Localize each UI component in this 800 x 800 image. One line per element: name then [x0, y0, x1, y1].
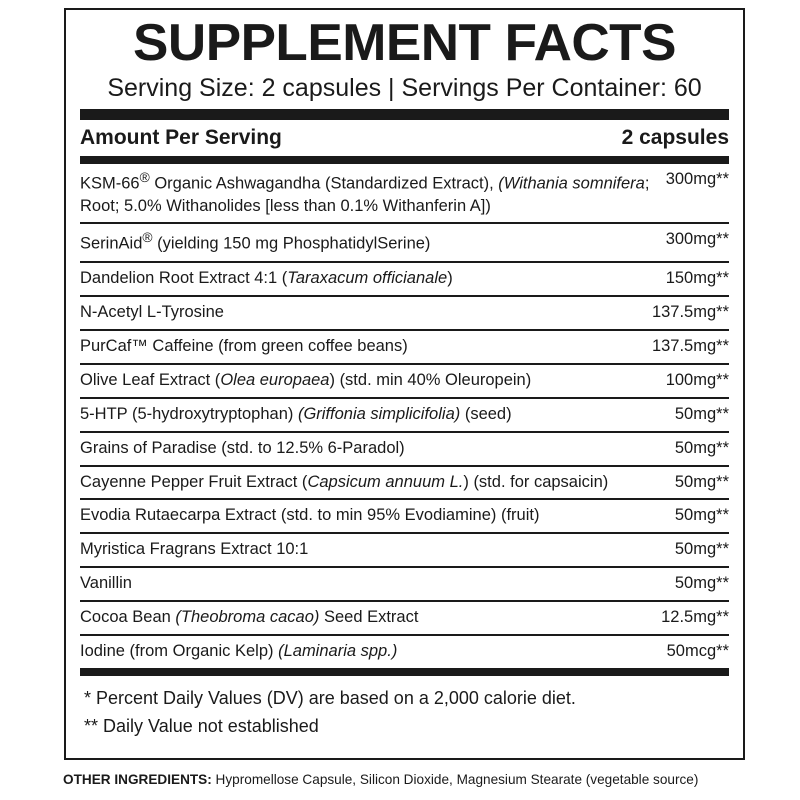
ingredient-name: Myristica Fragrans Extract 10:1 — [80, 540, 309, 559]
ingredient-name: 5-HTP (5-hydroxytryptophan) (Griffonia simplicifolia) (seed) — [80, 404, 512, 423]
amount-per-serving-header — [80, 120, 729, 156]
ingredient-row — [80, 263, 729, 297]
ingredient-amount: 50mg** — [674, 404, 729, 423]
ingredient-name: Evodia Rutaecarpa Extract (std. to min 95% Evodiamine) (fruit) — [80, 506, 540, 525]
ingredient-name: N-Acetyl L-Tyrosine — [80, 302, 224, 321]
ingredient-amount: 300mg** — [665, 170, 729, 189]
ingredient-name: Cayenne Pepper Fruit Extract (Capsicum annuum L.) (std. for capsaicin) — [80, 472, 609, 491]
ingredient-amount: 50mg** — [674, 438, 729, 457]
ingredient-amount: 50mg** — [674, 574, 729, 593]
footnote: * Percent Daily Values (DV) are based on a 2,000 calorie diet. — [84, 688, 576, 709]
ingredient-name: Iodine (from Organic Kelp) (Laminaria spp.) — [80, 642, 398, 661]
serving-size-line: Serving Size: 2 capsules | Servings Per Container: 60 — [107, 73, 702, 102]
ingredient-name: SerinAid® (yielding 150 mg PhosphatidylSerine) — [80, 230, 431, 253]
footnotes — [80, 676, 729, 741]
ingredient-name: KSM-66® Organic Ashwagandha (Standardized Extract), (Withania somnifera; Root; 5.0% Withanolides [less than 0.1% Withanferin A]) — [80, 170, 650, 215]
divider-thick-top — [80, 109, 729, 120]
ingredient-amount: 137.5mg** — [651, 336, 729, 355]
ingredient-amount: 137.5mg** — [651, 302, 729, 321]
ingredient-row — [80, 433, 729, 467]
ingredient-row — [80, 467, 729, 501]
divider-med-above-footnotes — [80, 668, 729, 676]
ingredient-amount: 100mg** — [665, 370, 729, 389]
ingredient-list — [80, 164, 729, 668]
ingredient-amount: 50mg** — [674, 506, 729, 525]
other-ingredients — [63, 772, 753, 788]
ingredient-row — [80, 602, 729, 636]
ingredient-amount: 50mg** — [674, 472, 729, 491]
ingredient-row — [80, 534, 729, 568]
amount-per-serving-label: Amount Per Serving — [80, 126, 282, 150]
ingredient-name: Cocoa Bean (Theobroma cacao) Seed Extract — [80, 608, 419, 627]
ingredient-row — [80, 297, 729, 331]
ingredient-row — [80, 399, 729, 433]
ingredient-name: Olive Leaf Extract (Olea europaea) (std. min 40% Oleuropein) — [80, 370, 532, 389]
ingredient-row — [80, 164, 729, 224]
ingredient-name: Vanillin — [80, 574, 132, 593]
other-ingredients-value: Hypromellose Capsule, Silicon Dioxide, Magnesium Stearate (vegetable source) — [211, 772, 699, 787]
other-ingredients-label: OTHER INGREDIENTS: — [63, 772, 212, 787]
ingredient-amount: 50mg** — [674, 540, 729, 559]
footnote: ** Daily Value not established — [84, 716, 319, 737]
ingredient-name: Grains of Paradise (std. to 12.5% 6-Paradol) — [80, 438, 405, 457]
ingredient-row — [80, 224, 729, 262]
ingredient-row — [80, 568, 729, 602]
ingredient-row — [80, 636, 729, 668]
ingredient-amount: 12.5mg** — [661, 608, 729, 627]
page-title: SUPPLEMENT FACTS — [133, 14, 676, 72]
serving-column-label: 2 capsules — [621, 126, 729, 150]
ingredient-amount: 50mcg** — [666, 642, 729, 661]
supplement-facts-panel — [64, 8, 745, 760]
divider-med-under-header — [80, 156, 729, 164]
ingredient-row — [80, 500, 729, 534]
ingredient-amount: 150mg** — [665, 268, 729, 287]
ingredient-row — [80, 365, 729, 399]
ingredient-row — [80, 331, 729, 365]
ingredient-name: Dandelion Root Extract 4:1 (Taraxacum officianale) — [80, 268, 453, 287]
ingredient-name: PurCaf™ Caffeine (from green coffee beans) — [80, 336, 408, 355]
ingredient-amount: 300mg** — [665, 230, 729, 249]
